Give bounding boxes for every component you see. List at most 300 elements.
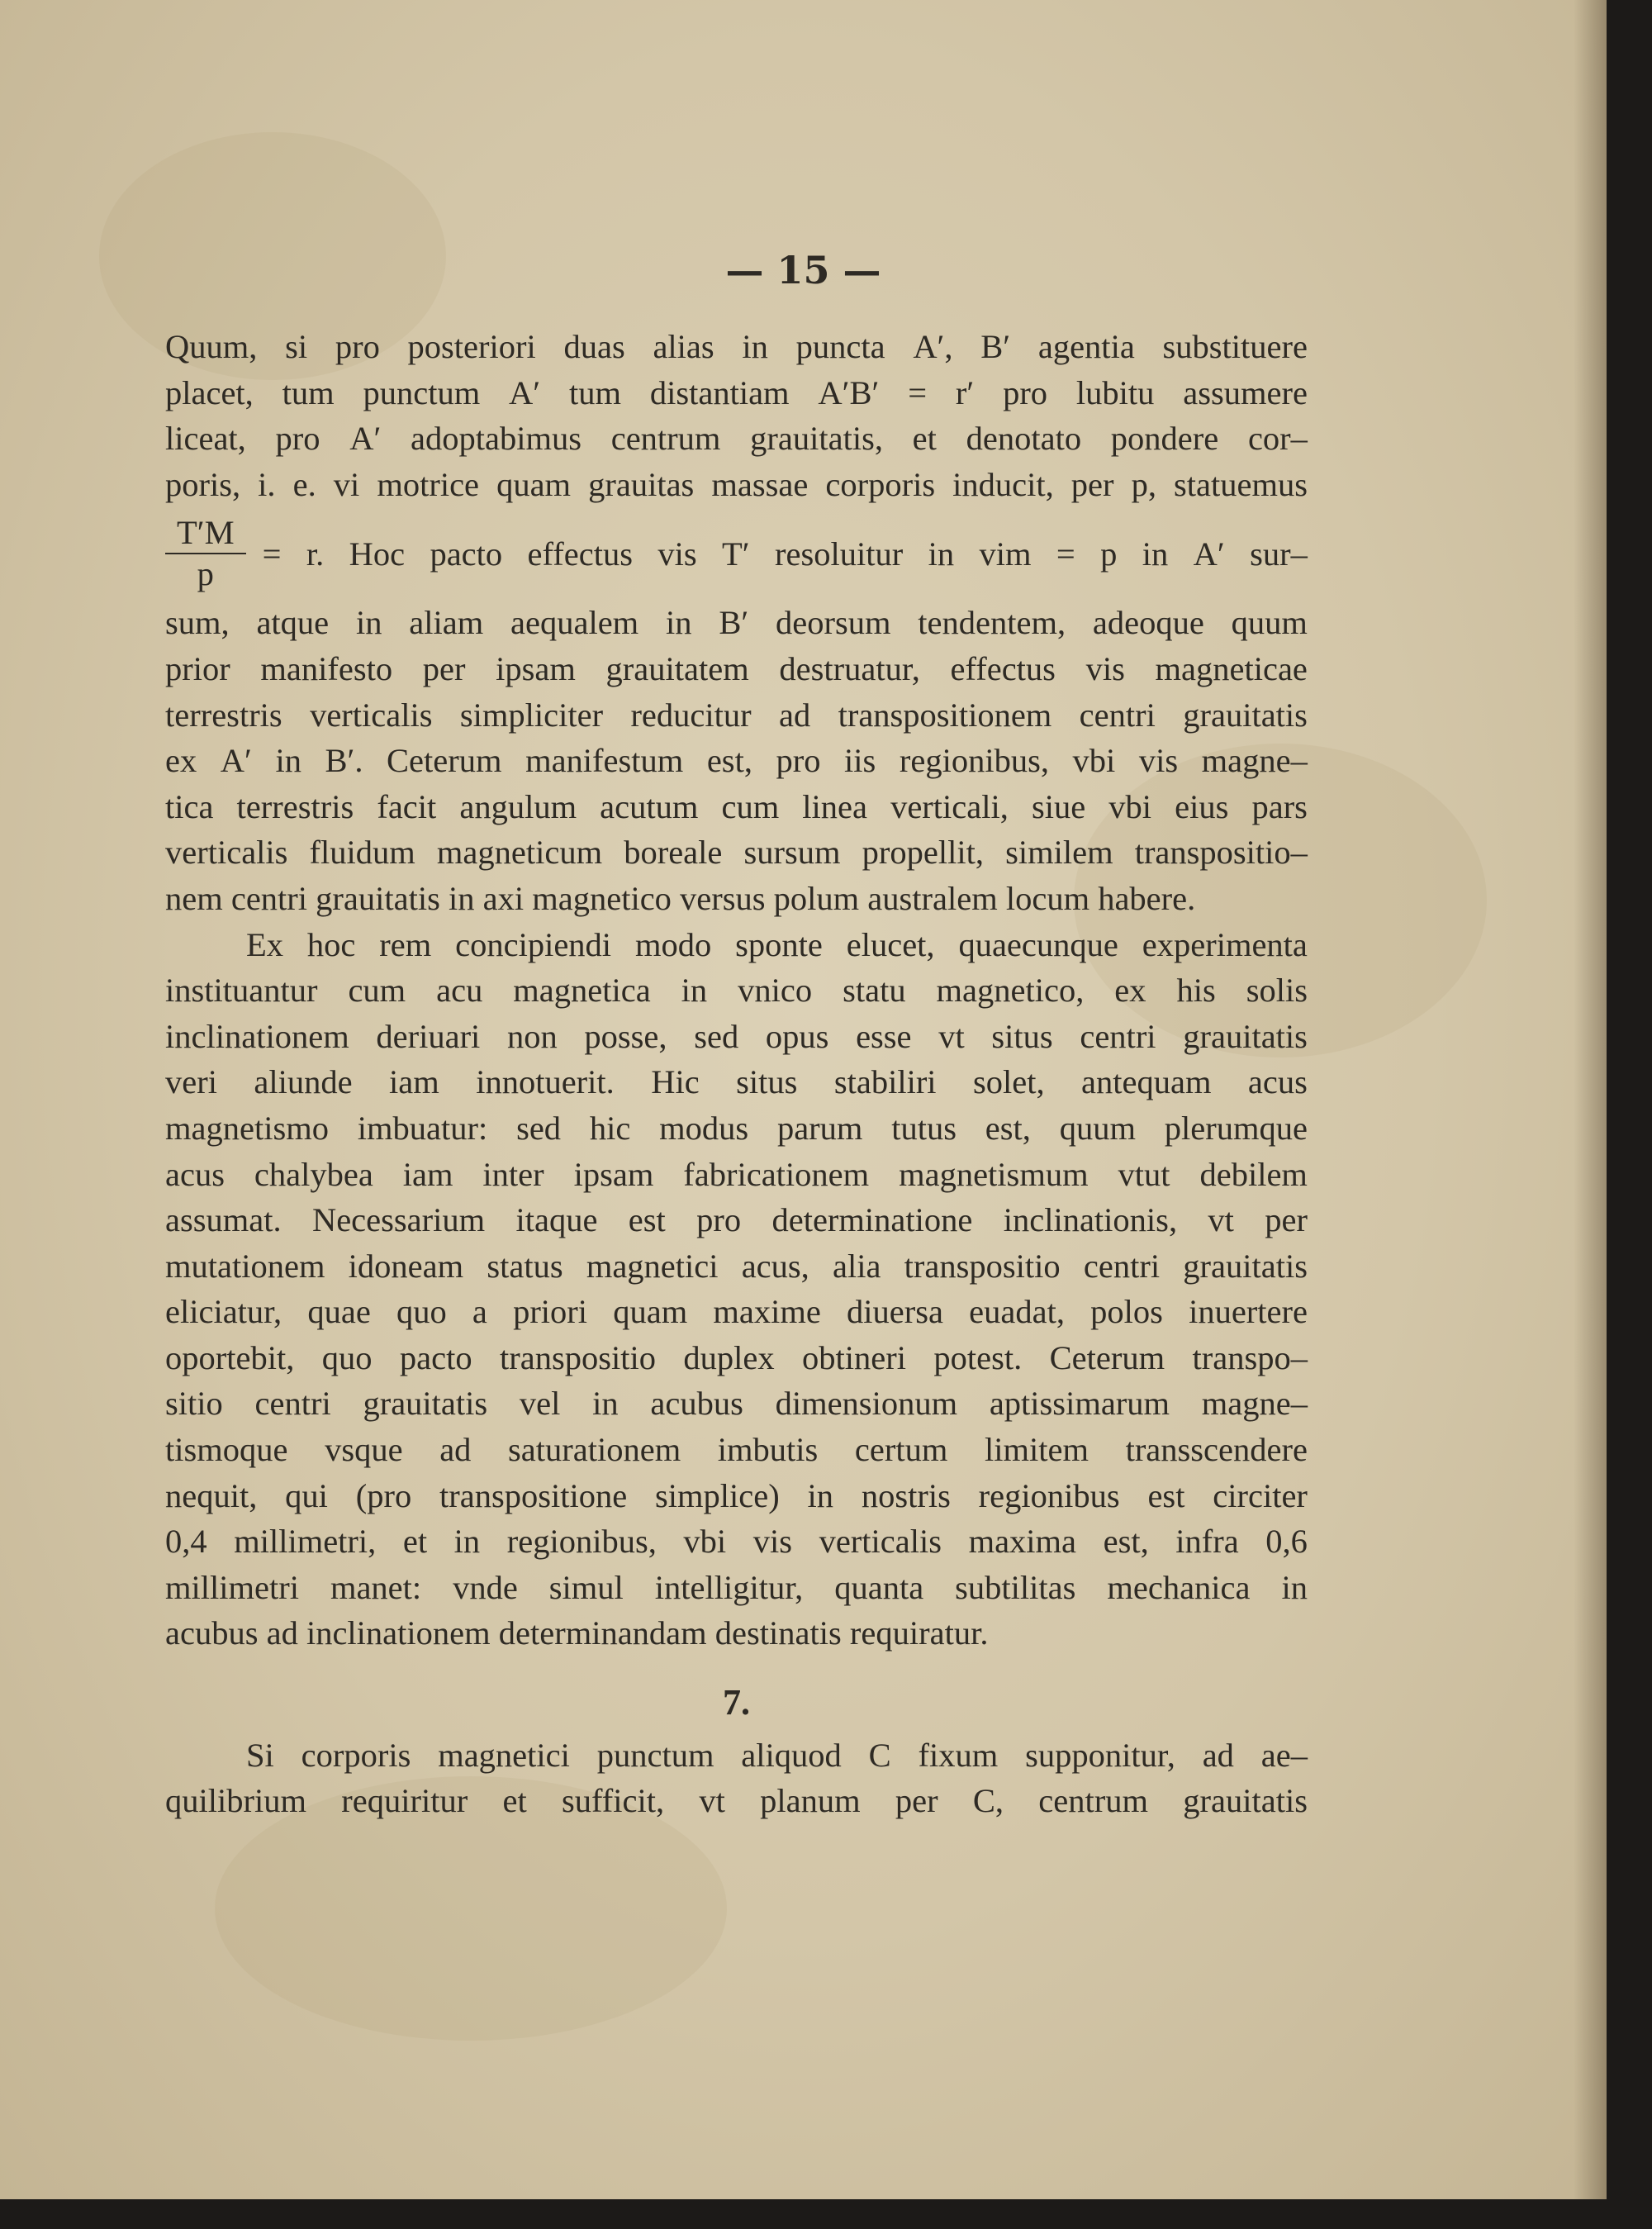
text-line bbox=[165, 646, 1308, 692]
text-line bbox=[165, 1427, 1308, 1473]
word: 0,4 bbox=[165, 1523, 207, 1561]
word: fluidum bbox=[309, 834, 415, 872]
text-line bbox=[165, 1473, 1308, 1519]
word: aliquod bbox=[741, 1736, 842, 1774]
word: veri bbox=[165, 1063, 217, 1101]
word: propellit, bbox=[862, 834, 984, 872]
word: verticalis bbox=[819, 1523, 942, 1561]
word: motrice bbox=[377, 465, 480, 503]
word: statu bbox=[843, 972, 906, 1010]
word: grauitas bbox=[588, 465, 695, 503]
word: grauitatis, bbox=[750, 420, 883, 458]
word: e. bbox=[292, 465, 316, 503]
word: magnetica bbox=[513, 972, 651, 1010]
word: quanta bbox=[834, 1568, 924, 1606]
word: transpositionem bbox=[838, 696, 1052, 734]
word: potest. bbox=[933, 1338, 1023, 1376]
word: massae bbox=[711, 465, 809, 503]
word: terrestris bbox=[236, 787, 354, 825]
word: instituantur bbox=[165, 972, 318, 1010]
word: sum, bbox=[165, 604, 230, 642]
word: in bbox=[681, 972, 708, 1010]
word: simul bbox=[548, 1568, 624, 1606]
word: A′B′ bbox=[818, 373, 880, 411]
word: simplice) bbox=[655, 1476, 780, 1514]
word: atque bbox=[256, 604, 330, 642]
text-line bbox=[165, 416, 1308, 462]
word: et bbox=[402, 1523, 428, 1561]
word: p bbox=[1100, 535, 1118, 573]
word: ae– bbox=[1260, 1736, 1308, 1774]
word: effectus bbox=[950, 649, 1056, 687]
word: quum bbox=[1059, 1109, 1136, 1147]
word: substituere bbox=[1162, 328, 1308, 365]
word: placet, bbox=[165, 373, 254, 411]
word: lubitu bbox=[1075, 373, 1155, 411]
text-line: acubus ad inclinationem determinandam destinatis requiratur. bbox=[165, 1614, 989, 1652]
word: oportebit, bbox=[165, 1338, 295, 1376]
word: situs bbox=[991, 1017, 1053, 1055]
word: inter bbox=[482, 1155, 544, 1193]
word: sursum bbox=[743, 834, 841, 872]
word: grauitatis bbox=[1183, 1782, 1308, 1820]
word: r′ bbox=[955, 373, 975, 411]
word: hic bbox=[589, 1109, 631, 1147]
word: vim bbox=[979, 535, 1032, 573]
word: grauitatis bbox=[1183, 1017, 1308, 1055]
word: ipsam bbox=[496, 649, 576, 687]
word: pro bbox=[335, 328, 380, 365]
word: ipsam bbox=[573, 1155, 654, 1193]
word: iam bbox=[389, 1063, 439, 1101]
word: tismoque bbox=[165, 1431, 288, 1469]
word: transpositio bbox=[500, 1338, 656, 1376]
word: A′ bbox=[349, 420, 382, 458]
word: Quum, bbox=[165, 328, 258, 365]
word: vis bbox=[1085, 649, 1125, 687]
text-line bbox=[165, 1732, 1308, 1779]
word: maxima bbox=[968, 1523, 1077, 1561]
word: magnetismo bbox=[165, 1109, 329, 1147]
word: per bbox=[422, 649, 466, 687]
word: C bbox=[868, 1736, 891, 1774]
word: = bbox=[262, 535, 282, 573]
word: vtut bbox=[1118, 1155, 1170, 1193]
text-line bbox=[165, 1381, 1308, 1427]
word: vbi bbox=[1108, 787, 1152, 825]
word: limitem bbox=[984, 1431, 1089, 1469]
word: statuemus bbox=[1173, 465, 1308, 503]
word: aliam bbox=[409, 604, 484, 642]
word: per bbox=[895, 1782, 938, 1820]
word: punctum bbox=[596, 1736, 714, 1774]
word: pacto bbox=[399, 1338, 472, 1376]
word: vt bbox=[1208, 1201, 1234, 1239]
text-line bbox=[165, 462, 1308, 508]
word: facit bbox=[377, 787, 437, 825]
paragraph-1 bbox=[165, 324, 1308, 922]
word: priori bbox=[513, 1293, 588, 1331]
binding-edge bbox=[1607, 0, 1652, 2229]
word: quaecunque bbox=[958, 925, 1118, 963]
word: acus, bbox=[741, 1247, 809, 1285]
word: agentia bbox=[1037, 328, 1135, 365]
word: acutum bbox=[600, 787, 699, 825]
word: centri bbox=[1083, 1247, 1161, 1285]
word: circiter bbox=[1213, 1476, 1308, 1514]
word: chalybea bbox=[254, 1155, 373, 1193]
word: puncta bbox=[795, 328, 885, 365]
word: i. bbox=[258, 465, 276, 503]
word: cum bbox=[348, 972, 406, 1010]
word: centrum bbox=[1038, 1782, 1148, 1820]
word: A′ bbox=[220, 742, 252, 780]
word: vbi bbox=[1072, 742, 1116, 780]
word: pacto bbox=[430, 535, 503, 573]
word: subtilitas bbox=[955, 1568, 1076, 1606]
word: solis bbox=[1246, 972, 1308, 1010]
word: tutus bbox=[891, 1109, 957, 1147]
word: status bbox=[487, 1247, 563, 1285]
word: sponte bbox=[735, 925, 823, 963]
word: adoptabimus bbox=[411, 420, 582, 458]
word: eius bbox=[1175, 787, 1229, 825]
word: vi bbox=[333, 465, 360, 503]
word: magne– bbox=[1201, 742, 1308, 780]
word: aequalem bbox=[510, 604, 639, 642]
word: alias bbox=[653, 328, 714, 365]
text-line bbox=[165, 1335, 1308, 1381]
word: centri bbox=[254, 1385, 331, 1423]
word: Si bbox=[246, 1736, 274, 1774]
word: quae bbox=[307, 1293, 371, 1331]
word: determinatione bbox=[771, 1201, 973, 1239]
word: vt bbox=[938, 1017, 965, 1055]
word: rem bbox=[379, 925, 432, 963]
section-number: 7. bbox=[723, 1682, 750, 1723]
word: manifestum bbox=[525, 742, 684, 780]
word: iam bbox=[402, 1155, 453, 1193]
word: debilem bbox=[1199, 1155, 1308, 1193]
text-line bbox=[165, 370, 1308, 416]
word: alia bbox=[833, 1247, 881, 1285]
word: regionibus, bbox=[899, 742, 1049, 780]
word: tica bbox=[165, 787, 214, 825]
word: B′. bbox=[325, 742, 363, 780]
word: et bbox=[912, 420, 937, 458]
word: per bbox=[1070, 465, 1114, 503]
word: acu bbox=[436, 972, 483, 1010]
word: grauitatis bbox=[1183, 696, 1308, 734]
word: regionibus bbox=[978, 1476, 1120, 1514]
text-line bbox=[165, 829, 1308, 876]
text-line: nem centri grauitatis in axi magnetico versus polum australem locum habere. bbox=[165, 879, 1196, 917]
word: transpositione bbox=[439, 1476, 628, 1514]
word: a bbox=[472, 1293, 487, 1331]
word: infra bbox=[1175, 1523, 1239, 1561]
word: in bbox=[742, 328, 768, 365]
word: transpositio– bbox=[1134, 834, 1308, 872]
word: vt bbox=[699, 1782, 725, 1820]
text-line bbox=[165, 1243, 1308, 1290]
word: est bbox=[1147, 1476, 1185, 1514]
word: sitio bbox=[165, 1385, 223, 1423]
word: effectus bbox=[527, 535, 633, 573]
word: grauitatem bbox=[605, 649, 749, 687]
word: A′ bbox=[1193, 535, 1225, 573]
formula-rest bbox=[263, 531, 1308, 577]
word: Ex bbox=[246, 925, 283, 963]
word: aptissimarum bbox=[989, 1385, 1170, 1423]
word: transscendere bbox=[1125, 1431, 1308, 1469]
word: ex bbox=[165, 742, 197, 780]
spine-shadow bbox=[1574, 0, 1607, 2199]
word: corporis bbox=[301, 1736, 411, 1774]
word: regionibus, bbox=[506, 1523, 657, 1561]
text-line bbox=[165, 1197, 1308, 1243]
word: reducitur bbox=[630, 696, 752, 734]
word: posse, bbox=[584, 1017, 667, 1055]
word: magnetico, bbox=[936, 972, 1085, 1010]
word: duas bbox=[563, 328, 625, 365]
word: inclinationem bbox=[165, 1017, 349, 1055]
word: grauitatis bbox=[363, 1385, 488, 1423]
formula-line bbox=[165, 507, 1308, 600]
word: in bbox=[355, 604, 382, 642]
word: ex bbox=[1114, 972, 1146, 1010]
word: simpliciter bbox=[459, 696, 604, 734]
word: si bbox=[285, 328, 308, 365]
page-number: — 15 — bbox=[725, 248, 881, 292]
word: sed bbox=[694, 1017, 739, 1055]
word: dimensionum bbox=[775, 1385, 958, 1423]
word: iis bbox=[844, 742, 876, 780]
word: centrum bbox=[610, 420, 721, 458]
word: cor– bbox=[1247, 420, 1308, 458]
word: acubus bbox=[650, 1385, 743, 1423]
word: antequam bbox=[1081, 1063, 1212, 1101]
fraction bbox=[165, 513, 246, 594]
text-line bbox=[165, 967, 1308, 1014]
word: C, bbox=[972, 1782, 1004, 1820]
word: in bbox=[928, 535, 955, 573]
page-body bbox=[165, 324, 1308, 1824]
word: linea bbox=[802, 787, 867, 825]
word: in bbox=[1142, 535, 1169, 573]
word: millimetri, bbox=[234, 1523, 377, 1561]
word: idoneam bbox=[348, 1247, 464, 1285]
word: assumere bbox=[1183, 373, 1308, 411]
word: angulum bbox=[459, 787, 577, 825]
word: millimetri bbox=[165, 1568, 299, 1606]
text-line bbox=[165, 1518, 1308, 1565]
word: quo bbox=[321, 1338, 373, 1376]
word: pars bbox=[1251, 787, 1308, 825]
word: verticali, bbox=[890, 787, 1009, 825]
word: manet: bbox=[330, 1568, 422, 1606]
word: esse bbox=[856, 1017, 912, 1055]
word: acus bbox=[165, 1155, 225, 1193]
word: solet, bbox=[973, 1063, 1045, 1101]
word: sed bbox=[516, 1109, 562, 1147]
text-line bbox=[165, 1014, 1308, 1060]
word: imbuatur: bbox=[357, 1109, 488, 1147]
word: magnetici bbox=[586, 1247, 719, 1285]
bottom-edge bbox=[0, 2199, 1652, 2229]
text-line bbox=[165, 324, 1308, 370]
word: = bbox=[908, 373, 928, 411]
word: magne– bbox=[1201, 1385, 1308, 1423]
text-line bbox=[165, 692, 1308, 739]
word: siue bbox=[1031, 787, 1086, 825]
word: est, bbox=[985, 1109, 1031, 1147]
word: obtineri bbox=[802, 1338, 906, 1376]
paragraph-2 bbox=[165, 922, 1308, 1657]
word: r. bbox=[306, 535, 325, 573]
text-line bbox=[165, 1778, 1308, 1824]
word: prior bbox=[165, 649, 230, 687]
word: nostris bbox=[861, 1476, 951, 1514]
word: corporis bbox=[825, 465, 936, 503]
word: intelligitur, bbox=[654, 1568, 804, 1606]
word: in bbox=[275, 742, 301, 780]
word: est bbox=[628, 1201, 666, 1239]
word: cum bbox=[721, 787, 780, 825]
word: aliunde bbox=[254, 1063, 353, 1101]
word: modo bbox=[634, 925, 712, 963]
word: = bbox=[1056, 535, 1075, 573]
word: acus bbox=[1247, 1063, 1308, 1101]
word: T′ bbox=[722, 535, 750, 573]
word: boreale bbox=[624, 834, 723, 872]
word: diuersa bbox=[847, 1293, 943, 1331]
word: polos bbox=[1090, 1293, 1163, 1331]
word: pro bbox=[275, 420, 320, 458]
word: est, bbox=[1103, 1523, 1149, 1561]
word: his bbox=[1176, 972, 1216, 1010]
word: p, bbox=[1131, 465, 1156, 503]
word: modus bbox=[659, 1109, 749, 1147]
word: nequit, bbox=[165, 1476, 258, 1514]
word: inducit, bbox=[952, 465, 1054, 503]
word: pro bbox=[696, 1201, 742, 1239]
word: pro bbox=[1003, 373, 1048, 411]
word: magnetismum bbox=[899, 1155, 1089, 1193]
word: experimenta bbox=[1142, 925, 1308, 963]
word: euadat, bbox=[969, 1293, 1065, 1331]
word: similem bbox=[1005, 834, 1113, 872]
word: mutationem bbox=[165, 1247, 325, 1285]
word: Hic bbox=[651, 1063, 700, 1101]
word: quum bbox=[1231, 604, 1308, 642]
word: quam bbox=[613, 1293, 688, 1331]
word: requiritur bbox=[341, 1782, 468, 1820]
word: verticalis bbox=[165, 834, 288, 872]
text-line bbox=[165, 1105, 1308, 1152]
word: adeoque bbox=[1092, 604, 1204, 642]
word: denotato bbox=[966, 420, 1082, 458]
word: quam bbox=[496, 465, 572, 503]
word: tum bbox=[282, 373, 335, 411]
word: deorsum bbox=[775, 604, 891, 642]
word: non bbox=[506, 1017, 558, 1055]
word: stabiliri bbox=[833, 1063, 937, 1101]
word: supponitur, bbox=[1025, 1736, 1175, 1774]
word: assumat. bbox=[165, 1201, 282, 1239]
word: grauitatis bbox=[1183, 1247, 1308, 1285]
text-line bbox=[165, 738, 1308, 784]
word: B′ bbox=[719, 604, 749, 642]
word: ad bbox=[778, 696, 811, 734]
word: vel bbox=[519, 1385, 561, 1423]
word: quo bbox=[396, 1293, 447, 1331]
text-line bbox=[165, 922, 1308, 968]
word: vis bbox=[657, 535, 697, 573]
word: magneticae bbox=[1155, 649, 1308, 687]
word: centri bbox=[1080, 1017, 1156, 1055]
word: eliciatur, bbox=[165, 1293, 282, 1331]
word: magneticum bbox=[436, 834, 603, 872]
word: in bbox=[1281, 1568, 1308, 1606]
word: fixum bbox=[918, 1736, 999, 1774]
word: tendentem, bbox=[918, 604, 1066, 642]
word: centri bbox=[1079, 696, 1156, 734]
word: distantiam bbox=[649, 373, 790, 411]
word: elucet, bbox=[846, 925, 935, 963]
paragraph-3 bbox=[165, 1732, 1308, 1824]
word: vsque bbox=[325, 1431, 403, 1469]
text-line bbox=[165, 600, 1308, 646]
word: hoc bbox=[306, 925, 356, 963]
word: A′ bbox=[509, 373, 541, 411]
word: in bbox=[592, 1385, 619, 1423]
word: verticalis bbox=[310, 696, 433, 734]
word: itaque bbox=[515, 1201, 598, 1239]
word: opus bbox=[765, 1017, 829, 1055]
word: sufficit, bbox=[561, 1782, 665, 1820]
word: inclinationis, bbox=[1003, 1201, 1178, 1239]
word: poris, bbox=[165, 465, 241, 503]
word: punctum bbox=[363, 373, 481, 411]
word: resoluitur bbox=[774, 535, 904, 573]
fraction-numerator: T′M bbox=[165, 513, 246, 554]
fraction-denominator: p bbox=[197, 555, 214, 593]
word: in bbox=[453, 1523, 481, 1561]
word: deriuari bbox=[376, 1017, 481, 1055]
word: sur– bbox=[1250, 535, 1308, 573]
word: transpositio bbox=[904, 1247, 1061, 1285]
word: in bbox=[807, 1476, 834, 1514]
word: concipiendi bbox=[455, 925, 612, 963]
text-line bbox=[165, 784, 1308, 830]
word: vis bbox=[752, 1523, 792, 1561]
word: pondere bbox=[1110, 420, 1219, 458]
text-line bbox=[165, 1152, 1308, 1198]
word: per bbox=[1265, 1201, 1308, 1239]
word: tum bbox=[568, 373, 621, 411]
word: (pro bbox=[355, 1476, 412, 1514]
word: terrestris bbox=[165, 696, 282, 734]
word: et bbox=[502, 1782, 527, 1820]
word: Ceterum bbox=[1049, 1338, 1165, 1376]
word: certum bbox=[854, 1431, 948, 1469]
word: Hoc bbox=[349, 535, 406, 573]
word: quilibrium bbox=[165, 1782, 306, 1820]
word: vis bbox=[1138, 742, 1179, 780]
word: in bbox=[666, 604, 692, 642]
word: Ceterum bbox=[387, 742, 502, 780]
word: innotuerit. bbox=[476, 1063, 615, 1101]
